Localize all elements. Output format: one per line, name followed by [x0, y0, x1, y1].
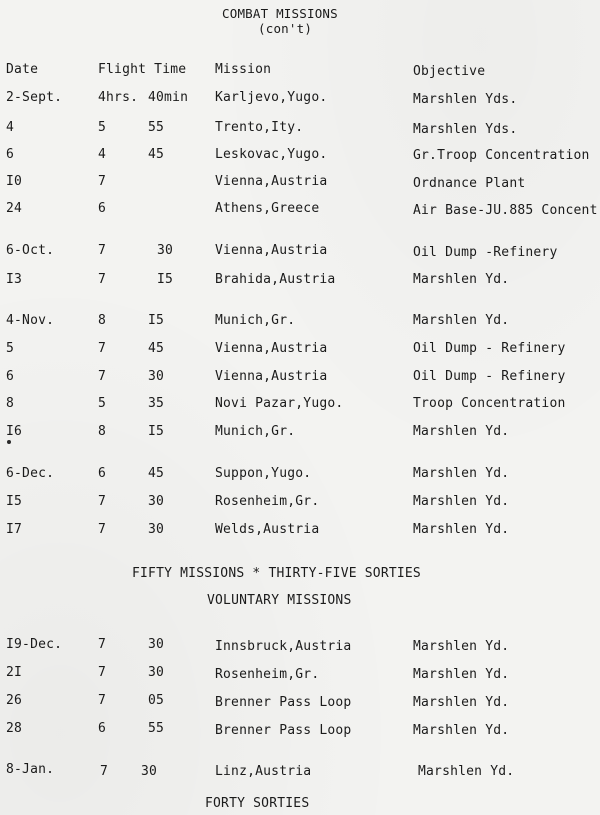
row-date: I6 [6, 424, 23, 439]
row-mission: Karljevo,Yugo. [215, 90, 328, 105]
row-hours: 7 [98, 341, 107, 356]
row-minutes: I5 [148, 424, 165, 439]
row-objective: Marshlen Yd. [413, 667, 510, 682]
row-minutes: 30 [148, 494, 165, 509]
row-mission: Munich,Gr. [215, 313, 296, 328]
row-objective: Marshlen Yds. [413, 92, 518, 107]
row-objective: Marshlen Yd. [413, 522, 510, 537]
row-objective: Marshlen Yd. [413, 424, 510, 439]
row-date: 4 [6, 120, 15, 135]
row-date: 24 [6, 201, 23, 216]
row-date: I9-Dec. [6, 637, 63, 652]
row-mission: Suppon,Yugo. [215, 466, 312, 481]
row-minutes: 30 [148, 522, 165, 537]
row-objective: Troop Concentration [413, 396, 566, 411]
row-mission: Brenner Pass Loop [215, 723, 352, 738]
row-minutes: 30 [148, 665, 165, 680]
row-hours: 8 [98, 424, 107, 439]
row-minutes: I5 [157, 272, 174, 287]
row-mission: Brenner Pass Loop [215, 695, 352, 710]
footer-line: FORTY SORTIES [205, 796, 310, 811]
row-hours: 6 [98, 466, 107, 481]
row-date: I5 [6, 494, 23, 509]
row-hours: 7 [98, 369, 107, 384]
row-minutes: 30 [141, 764, 158, 779]
row-mission: Rosenheim,Gr. [215, 667, 320, 682]
row-mission: Novi Pazar,Yugo. [215, 396, 344, 411]
row-date: 8-Jan. [6, 762, 55, 777]
row-minutes: I5 [148, 313, 165, 328]
row-objective: Air Base-JU.885 Concent [413, 203, 598, 218]
page-title: COMBAT MISSIONS [222, 6, 338, 21]
row-minutes: 30 [148, 369, 165, 384]
row-date: 28 [6, 721, 23, 736]
row-objective: Marshlen Yd. [413, 466, 510, 481]
row-minutes: 55 [148, 120, 165, 135]
row-hours: 4hrs. [98, 90, 139, 105]
row-date: I0 [6, 174, 23, 189]
row-date: 2I [6, 665, 23, 680]
header-flight-time: Flight Time [98, 62, 187, 77]
row-date: I3 [6, 272, 23, 287]
row-date: 6 [6, 147, 15, 162]
row-hours: 7 [98, 243, 107, 258]
row-hours: 7 [98, 272, 107, 287]
row-mission: Vienna,Austria [215, 341, 328, 356]
row-date: 26 [6, 693, 23, 708]
row-minutes: 45 [148, 466, 165, 481]
row-date: 6-Dec. [6, 466, 55, 481]
row-objective: Oil Dump - Refinery [413, 369, 566, 384]
row-hours: 7 [98, 174, 107, 189]
row-mission: Vienna,Austria [215, 174, 328, 189]
row-minutes: 35 [148, 396, 165, 411]
row-mission: Linz,Austria [215, 764, 312, 779]
row-hours: 7 [100, 764, 109, 779]
page-subtitle: (con't) [258, 21, 313, 36]
row-hours: 7 [98, 494, 107, 509]
row-objective: Marshlen Yd. [418, 764, 515, 779]
row-hours: 7 [98, 665, 107, 680]
row-date: 8 [6, 396, 15, 411]
row-date: I7 [6, 522, 23, 537]
row-objective: Oil Dump -Refinery [413, 245, 558, 260]
row-mission: Vienna,Austria [215, 369, 328, 384]
row-mission: Leskovac,Yugo. [215, 147, 328, 162]
row-mission: Trento,Ity. [215, 120, 304, 135]
row-objective: Marshlen Yd. [413, 695, 510, 710]
row-date: 2-Sept. [6, 90, 63, 105]
row-objective: Marshlen Yds. [413, 122, 518, 137]
header-objective: Objective [413, 64, 486, 79]
row-objective: Marshlen Yd. [413, 272, 510, 287]
row-date: 6 [6, 369, 15, 384]
row-minutes: 30 [157, 243, 174, 258]
row-minutes: 05 [148, 693, 165, 708]
row-hours: 7 [98, 522, 107, 537]
row-minutes: 40min [148, 90, 189, 105]
row-minutes: 45 [148, 341, 165, 356]
row-objective: Gr.Troop Concentration [413, 148, 590, 163]
row-hours: 4 [98, 147, 107, 162]
header-date: Date [6, 62, 39, 77]
row-objective: Ordnance Plant [413, 176, 526, 191]
row-objective: Marshlen Yd. [413, 723, 510, 738]
ink-dot [7, 440, 11, 444]
row-mission: Innsbruck,Austria [215, 639, 352, 654]
row-mission: Welds,Austria [215, 522, 320, 537]
summary-line: FIFTY MISSIONS * THIRTY-FIVE SORTIES [132, 566, 421, 581]
row-mission: Rosenheim,Gr. [215, 494, 320, 509]
row-mission: Brahida,Austria [215, 272, 336, 287]
row-hours: 8 [98, 313, 107, 328]
row-objective: Oil Dump - Refinery [413, 341, 566, 356]
row-minutes: 45 [148, 147, 165, 162]
row-mission: Vienna,Austria [215, 243, 328, 258]
row-date: 4-Nov. [6, 313, 55, 328]
row-objective: Marshlen Yd. [413, 494, 510, 509]
row-hours: 7 [98, 637, 107, 652]
row-mission: Munich,Gr. [215, 424, 296, 439]
row-hours: 6 [98, 201, 107, 216]
row-hours: 5 [98, 396, 107, 411]
voluntary-heading: VOLUNTARY MISSIONS [207, 593, 352, 608]
row-date: 6-Oct. [6, 243, 55, 258]
row-objective: Marshlen Yd. [413, 639, 510, 654]
row-hours: 5 [98, 120, 107, 135]
row-hours: 6 [98, 721, 107, 736]
row-mission: Athens,Greece [215, 201, 320, 216]
row-objective: Marshlen Yd. [413, 313, 510, 328]
row-hours: 7 [98, 693, 107, 708]
row-minutes: 55 [148, 721, 165, 736]
row-date: 5 [6, 341, 15, 356]
header-mission: Mission [215, 62, 272, 77]
row-minutes: 30 [148, 637, 165, 652]
